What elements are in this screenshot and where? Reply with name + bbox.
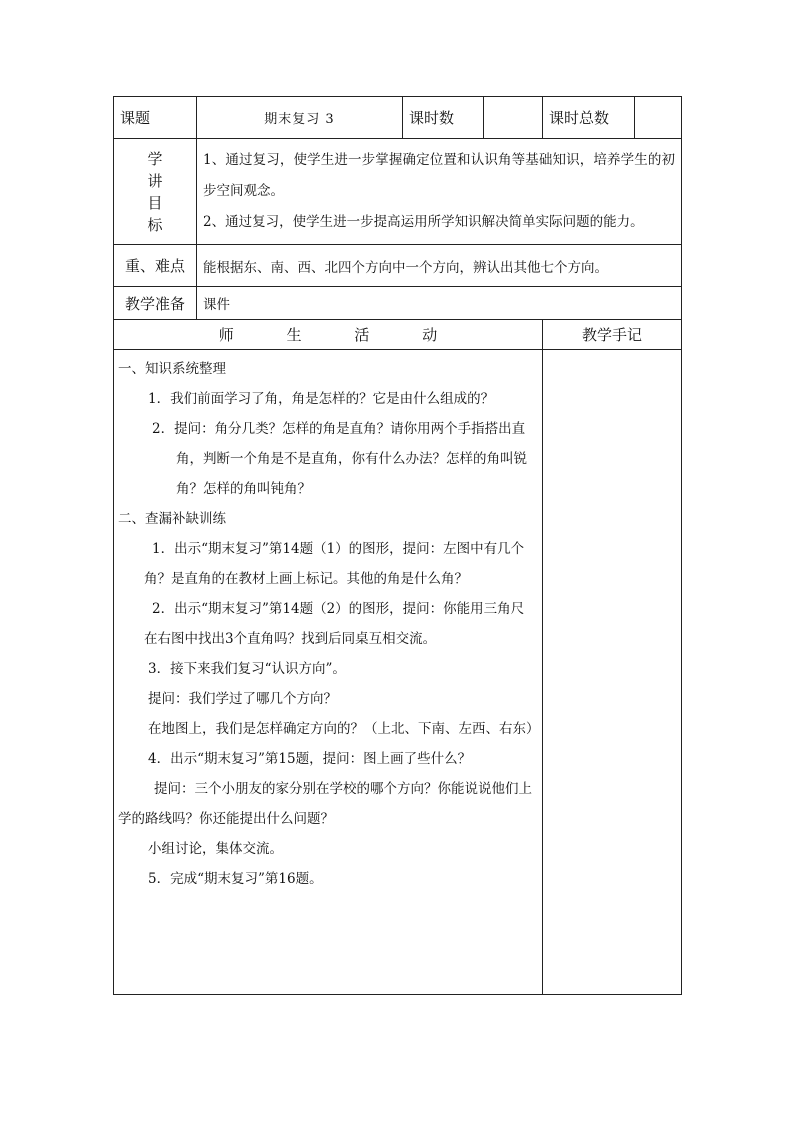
objectives-label-char: 目 xyxy=(147,193,163,212)
activities-title xyxy=(114,320,543,350)
preparation-row xyxy=(114,287,682,320)
objectives-content xyxy=(197,139,682,245)
objectives-row xyxy=(114,139,682,245)
activities-body-row xyxy=(114,350,682,995)
objective-item: 2、通过复习，使学生进一步提高运用所学知识解决简单实际问题的能力。 xyxy=(203,214,644,230)
objectives-label-char: 学 xyxy=(147,149,163,168)
activity-question: 小组讨论，集体交流。 xyxy=(148,841,283,857)
total-hours-label: 课时总数 xyxy=(543,97,635,139)
hours-label: 课时数 xyxy=(403,97,484,139)
topic-value: 期末复习 3 xyxy=(197,97,403,139)
objectives-label-char: 标 xyxy=(147,215,163,234)
hours-value xyxy=(484,97,543,139)
activity-item: 1．出示“期末复习”第14题（1）的图形，提问：左图中有几个角？是直角的在教材上画上标记。其他的角是什么角？ xyxy=(144,541,525,587)
activities-header-row xyxy=(114,320,682,350)
activities-title-char: 动 xyxy=(422,326,438,344)
teaching-notes-label: 教学手记 xyxy=(543,320,682,350)
activity-item: 1．我们前面学习了角，角是怎样的？它是由什么组成的？ xyxy=(148,391,495,407)
objectives-label-char: 讲 xyxy=(147,171,163,190)
activities-title-char: 生 xyxy=(286,326,302,344)
objectives-label xyxy=(114,139,197,245)
topic-label: 课题 xyxy=(114,97,197,139)
section-title: 二、查漏补缺训练 xyxy=(118,511,226,527)
activity-item: 2．提问：角分几类？怎样的角是直角？请你用两个手指搭出直角，判断一个角是不是直角，你有什么办法？怎样的角叫锐角？怎样的角叫钝角？ xyxy=(152,421,527,497)
activity-question: 提问：三个小朋友的家分别在学校的哪个方向？你能说说他们上学的路线吗？你还能提出什么问题？ xyxy=(118,781,532,827)
header-row xyxy=(114,97,682,139)
lesson-plan-table xyxy=(113,96,682,995)
total-hours-value xyxy=(635,97,682,139)
key-points-row xyxy=(114,245,682,287)
key-points-text: 能根据东、南、西、北四个方向中一个方向，辨认出其他七个方向。 xyxy=(197,245,682,287)
activity-question: 在地图上，我们是怎样确定方向的？（上北、下南、左西、右东） xyxy=(148,721,540,737)
section-title: 一、知识系统整理 xyxy=(118,361,226,377)
preparation-label: 教学准备 xyxy=(114,287,197,320)
preparation-text: 课件 xyxy=(197,287,682,320)
key-points-label: 重、难点 xyxy=(114,245,197,287)
objective-item: 1、通过复习，使学生进一步掌握确定位置和认识角等基础知识，培养学生的初步空间观念。 xyxy=(203,152,676,199)
lesson-plan-sheet xyxy=(113,96,681,995)
activity-item: 5．完成“期末复习”第16题。 xyxy=(148,871,323,887)
teaching-notes-content xyxy=(543,350,682,995)
activities-content xyxy=(114,350,543,995)
activity-item: 3．接下来我们复习“认识方向”。 xyxy=(148,661,346,677)
activity-item: 4．出示“期末复习”第15题，提问：图上画了些什么？ xyxy=(148,751,472,767)
activity-item: 2．出示“期末复习”第14题（2）的图形，提问：你能用三角尺在右图中找出3个直角吗？找到后同桌互相交流。 xyxy=(144,601,525,647)
activities-title-char: 活 xyxy=(354,326,370,344)
activity-question: 提问：我们学过了哪几个方向？ xyxy=(148,691,337,707)
activities-title-char: 师 xyxy=(218,326,234,344)
